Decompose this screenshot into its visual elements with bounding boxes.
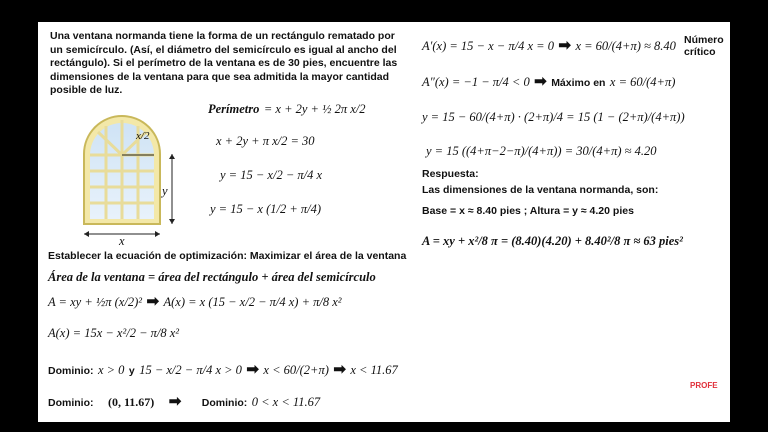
domain-and: y [128, 365, 135, 377]
second-derivative: A″(x) = −1 − π/4 < 0 [422, 75, 530, 89]
domain-cond2: 15 − x/2 − π/4 x > 0 [139, 363, 242, 377]
second-derivative-row [422, 72, 675, 91]
domain-label-2: Dominio: [48, 397, 94, 409]
area-row [48, 292, 342, 311]
domain-row-2 [48, 392, 320, 411]
area-formula: A = xy + ½π (x/2)² [48, 295, 142, 309]
problem-statement: Una ventana normanda tiene la forma de un rectángulo rematado por un semicírculo. (Así, el diámetro del semicírculo es igual al ancho del rectángulo). Si el perímetro de la ventana es de 30 pies, encuentre las dimensiones de la ventana para que sea admitida la mayor cantidad posible de luz. [50, 30, 398, 96]
area-simplified: A(x) = 15x − x²/2 − π/8 x² [48, 326, 180, 340]
area-function: A(x) = x (15 − x/2 − π/4 x) + π/8 x² [163, 295, 342, 309]
equation-sum: x + 2y + π x/2 = 30 [216, 134, 315, 148]
answer-heading: Respuesta: [422, 168, 479, 180]
area-words: Área de la ventana = área del rectángulo + área del semicírculo [48, 270, 376, 284]
domain-label-3: Dominio: [201, 397, 248, 409]
domain-cond1: x > 0 [97, 363, 125, 377]
derivative-row [422, 36, 676, 55]
height-label: y [162, 184, 168, 198]
max-label: Máximo en [551, 77, 606, 89]
optimization-heading: Establecer la ecuación de optimización: Maximizar el área de la ventana [48, 250, 407, 262]
domain-label: Dominio: [48, 365, 94, 377]
arrow-icon: ➡ [558, 37, 571, 54]
y-substitution-2: y = 15 ((4+π−2−π)/(4+π)) = 30/(4+π) ≈ 4.20 [426, 144, 657, 158]
critical-label: Número crítico [684, 34, 724, 58]
equation-y1: y = 15 − x/2 − π/4 x [220, 168, 323, 182]
width-label: x [119, 234, 125, 248]
max-value: x = 60/(4+π) [609, 75, 676, 89]
logo-small-text: PROFE [690, 381, 718, 390]
arrow-icon: ➡ [168, 393, 182, 410]
domain-row-1 [48, 360, 398, 379]
critical-value: x = 60/(4+π) ≈ 8.40 [575, 39, 676, 53]
arrow-icon: ➡ [534, 73, 547, 90]
derivative: A′(x) = 15 − x − π/4 x = 0 [422, 39, 554, 53]
radius-label: x/2 [136, 130, 150, 142]
arrow-icon: ➡ [146, 293, 160, 310]
domain-cond4: x < 11.67 [350, 363, 398, 377]
answer-text: Las dimensiones de la ventana normanda, son: [422, 184, 659, 196]
logo-text: NTO [690, 391, 724, 408]
domain-cond3: x < 60/(2+π) [263, 363, 329, 377]
profe-tnto-logo [660, 381, 730, 422]
answer-area: A = xy + x²/8 π = (8.40)(4.20) + 8.40²/8 π ≈ 63 pies² [422, 234, 683, 248]
perimeter-equation [208, 100, 366, 118]
perimeter-label: Perímetro [208, 102, 260, 116]
norman-window-figure [76, 106, 186, 246]
answer-dimensions: Base = x ≈ 8.40 pies ; Altura = y ≈ 4.20 pies [422, 205, 634, 217]
equation-y2: y = 15 − x (1/2 + π/4) [210, 202, 322, 216]
arrow-icon: ➡ [246, 361, 259, 378]
y-substitution-1: y = 15 − 60/(4+π) · (2+π)/4 = 15 (1 − (2+π)/(4+π)) [422, 110, 685, 124]
perimeter-rhs: = x + 2y + ½ 2π x/2 [263, 102, 366, 116]
arrow-icon: ➡ [333, 361, 346, 378]
domain-interval: (0, 11.67) [107, 395, 155, 409]
domain-final: 0 < x < 11.67 [251, 395, 321, 409]
slide [38, 22, 730, 422]
